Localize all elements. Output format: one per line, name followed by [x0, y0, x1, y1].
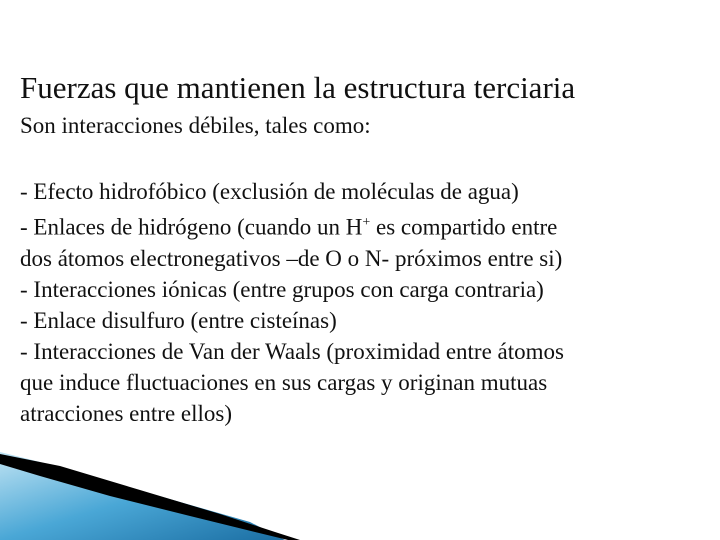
body-line-van-der-waals: - Interacciones de Van der Waals (proximidad entre átomos — [20, 338, 564, 364]
body-line-electronegative-atoms: dos átomos electronegativos –de O o N- próximos entre si) — [20, 245, 563, 271]
body-line-van-der-waals-cont: que induce fluctuaciones en sus cargas y originan mutuas — [20, 369, 548, 395]
body-line-van-der-waals-end: atracciones entre ellos) — [20, 400, 232, 426]
body-line-hydrogen-bonds — [20, 207, 710, 243]
hydrogen-bond-text-end: es compartido entre — [370, 214, 558, 240]
hydrogen-charge-superscript: + — [362, 215, 371, 230]
body-line-ionic: - Interacciones iónicas (entre grupos con carga contraria) — [20, 276, 544, 302]
slide-body — [20, 176, 710, 429]
slide-subtitle: Son interacciones débiles, tales como: — [20, 113, 371, 138]
slide-title: Fuerzas que mantienen la estructura terciaria — [20, 70, 576, 105]
body-line-disulfide: - Enlace disulfuro (entre cisteínas) — [20, 307, 337, 333]
body-line-hydrophobic: - Efecto hidrofóbico (exclusión de moléculas de agua) — [20, 179, 519, 204]
hydrogen-bond-text: - Enlaces de hidrógeno (cuando un H — [20, 214, 363, 240]
corner-decoration — [0, 440, 720, 540]
